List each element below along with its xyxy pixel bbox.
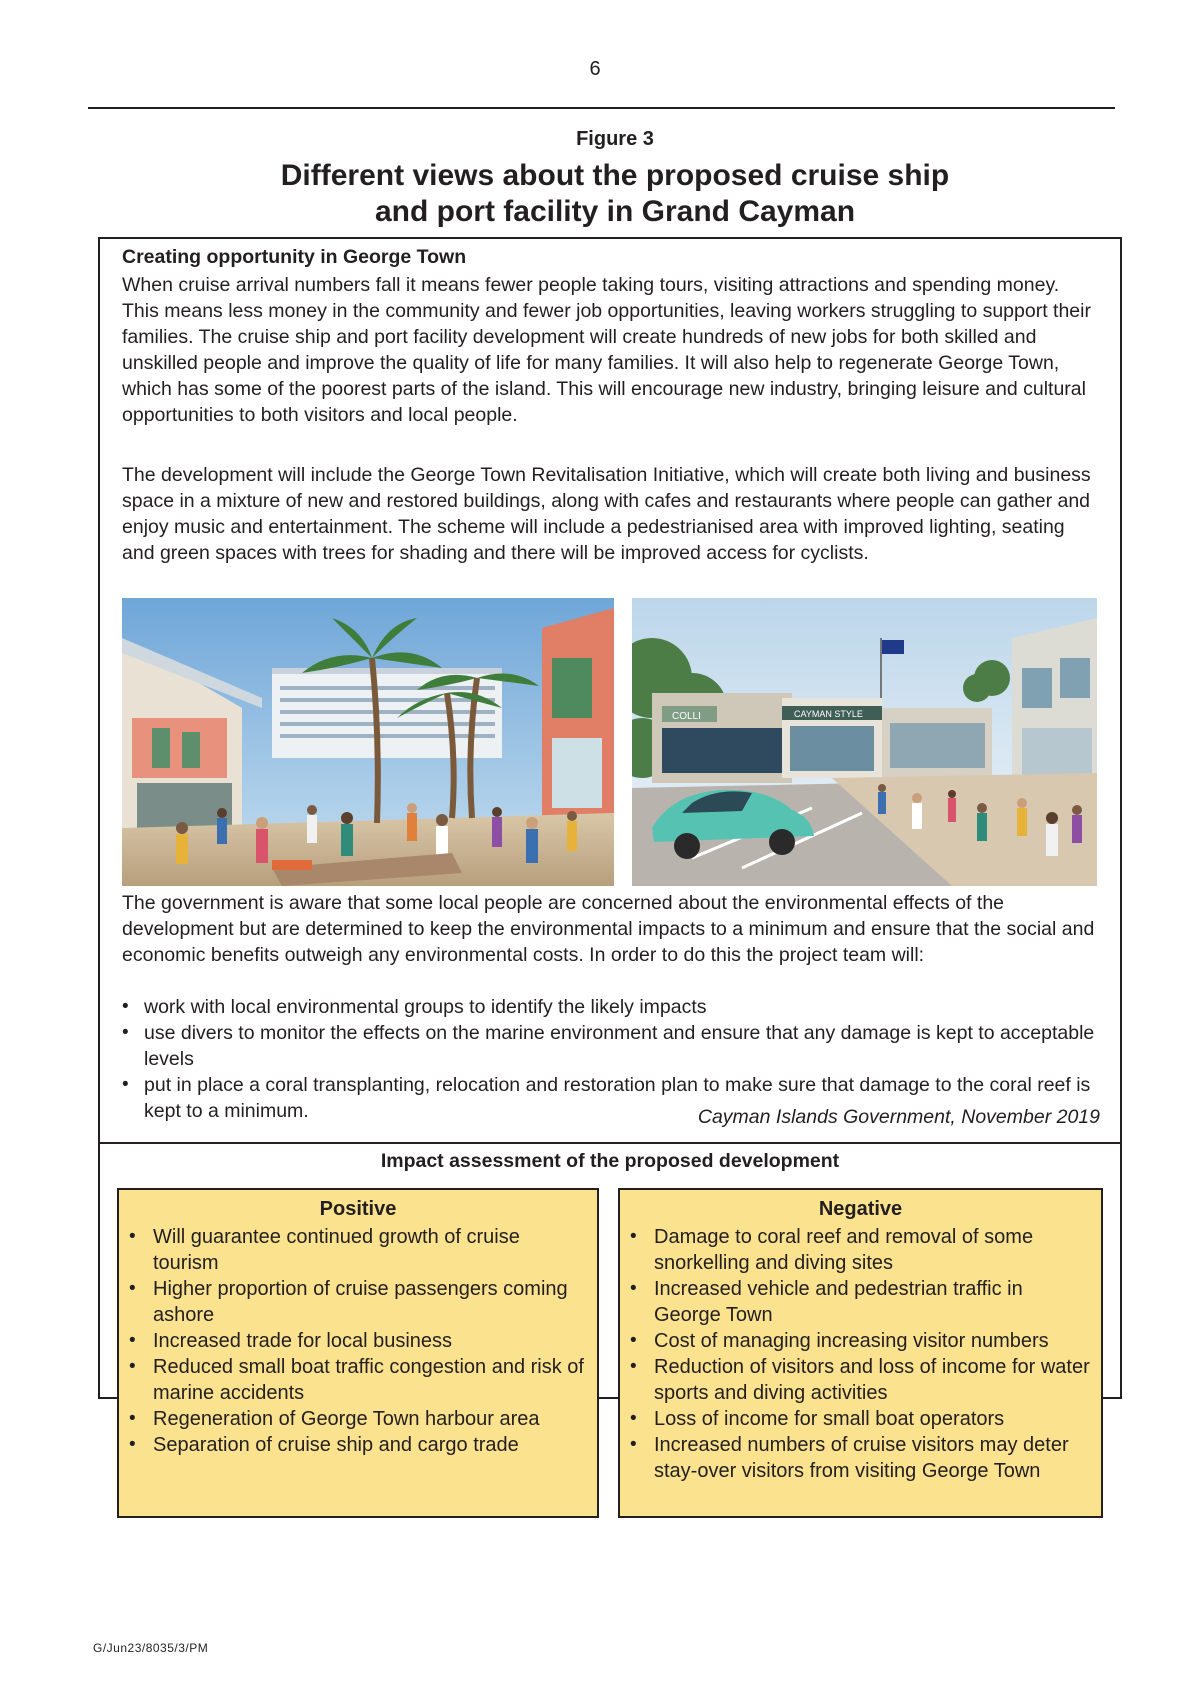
list-item: • put in place a coral transplanting, relocation and restoration plan to make sure that damage to the coral reef is kept to a minimum. bbox=[122, 1072, 1097, 1124]
source-citation: Cayman Islands Government, November 2019 bbox=[697, 1106, 1100, 1128]
paragraph-1 bbox=[122, 272, 1097, 428]
list-item: • Will guarantee continued growth of cruise tourism bbox=[129, 1224, 589, 1276]
paragraph-3-text: The government is aware that some local people are concerned about the environmental effects of the development but are determined to keep the environmental impacts to a minimum and ensure that the social and economic benefits outweigh any environmental costs. In order to do this the project team will: bbox=[122, 892, 1095, 966]
paragraph-2 bbox=[122, 462, 1097, 566]
positive-list bbox=[129, 1224, 589, 1458]
list-item: • work with local environmental groups to identify the likely impacts bbox=[122, 994, 1097, 1020]
list-item: • Damage to coral reef and removal of some snorkelling and diving sites bbox=[630, 1224, 1093, 1276]
section-divider bbox=[98, 1142, 1122, 1144]
figure-label: Figure 3 bbox=[576, 128, 654, 150]
header-rule bbox=[88, 107, 1115, 109]
section-heading: Creating opportunity in George Town bbox=[122, 246, 467, 268]
figure-title bbox=[0, 158, 1190, 230]
negative-list bbox=[630, 1224, 1093, 1484]
list-item: • Separation of cruise ship and cargo trade bbox=[129, 1432, 589, 1458]
list-item: • Regeneration of George Town harbour area bbox=[129, 1406, 589, 1432]
list-item: • Increased numbers of cruise visitors may deter stay-over visitors from visiting George Town bbox=[630, 1432, 1093, 1484]
figure-title-line-2: and port facility in Grand Cayman bbox=[374, 195, 856, 228]
sign-cayman-style: CAYMAN STYLE bbox=[794, 709, 863, 719]
list-item: • Higher proportion of cruise passengers coming ashore bbox=[129, 1276, 589, 1328]
page-number: 6 bbox=[589, 58, 601, 80]
paragraph-2-text: The development will include the George Town Revitalisation Initiative, which will create both living and business space in a mixture of new and restored buildings, along with cafes and restaurants where people can gather and enjoy music and entertainment. The scheme will include a pedestrianised area with improved lighting, seating and green spaces with trees for shading and there will be improved access for cyclists. bbox=[122, 464, 1091, 564]
cruise-terminal-plaza-image bbox=[122, 598, 614, 886]
positive-panel bbox=[117, 1188, 599, 1518]
positive-heading: Positive bbox=[319, 1198, 397, 1220]
list-item: • Cost of managing increasing visitor numbers bbox=[630, 1328, 1093, 1354]
figure-title-line-1: Different views about the proposed cruise ship bbox=[280, 159, 950, 192]
list-item: • use divers to monitor the effects on the marine environment and ensure that any damage is kept to acceptable levels bbox=[122, 1020, 1097, 1072]
project-team-list bbox=[122, 994, 1097, 1124]
paragraph-3 bbox=[122, 890, 1097, 968]
impact-title: Impact assessment of the proposed development bbox=[380, 1150, 840, 1172]
list-item: • Loss of income for small boat operators bbox=[630, 1406, 1093, 1432]
list-item: • Increased trade for local business bbox=[129, 1328, 589, 1354]
list-item: • Reduced small boat traffic congestion and risk of marine accidents bbox=[129, 1354, 589, 1406]
paragraph-1-text: When cruise arrival numbers fall it means fewer people taking tours, visiting attractions and spending money. This means less money in the community and fewer job opportunities, leaving workers struggling to support their families. The cruise ship and port facility development will create hundreds of new jobs for both skilled and unskilled people and improve the quality of life for many families. It will also help to regenerate George Town, which has some of the poorest parts of the island. This will encourage new industry, bringing leisure and cultural opportunities to both visitors and local people. bbox=[122, 274, 1091, 426]
negative-heading: Negative bbox=[818, 1198, 903, 1220]
footer-code: G/Jun23/8035/3/PM bbox=[93, 1641, 209, 1655]
negative-panel bbox=[618, 1188, 1103, 1518]
list-item: • Reduction of visitors and loss of income for water sports and diving activities bbox=[630, 1354, 1093, 1406]
george-town-street-image bbox=[632, 598, 1097, 886]
list-item: • Increased vehicle and pedestrian traffic in George Town bbox=[630, 1276, 1093, 1328]
sign-colli: COLLI bbox=[672, 711, 701, 722]
